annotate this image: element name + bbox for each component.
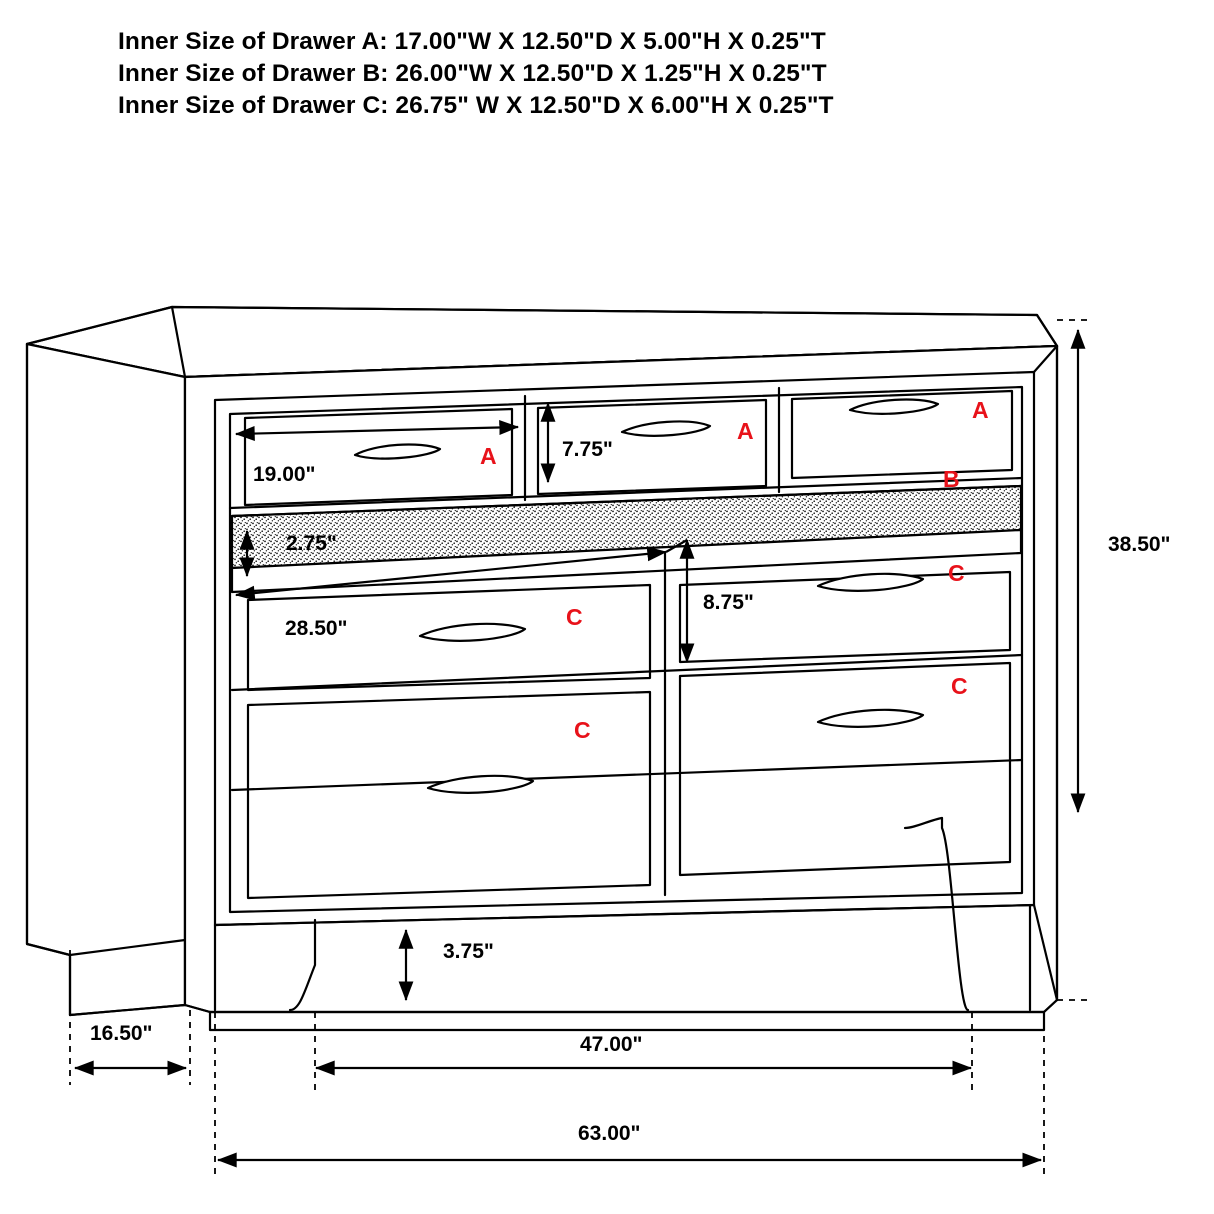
dim-label-depth: 16.50" bbox=[90, 1022, 153, 1045]
spec-line-drawer-c: Inner Size of Drawer C: 26.75" W X 12.50"D X 6.00"H X 0.25"T bbox=[118, 92, 834, 119]
drawer-letter-a-center: A bbox=[737, 418, 754, 444]
dim-label-drawer-a-height: 7.75" bbox=[562, 438, 613, 461]
spec-line-drawer-b: Inner Size of Drawer B: 26.00"W X 12.50"D X 1.25"H X 0.25"T bbox=[118, 60, 827, 87]
drawer-letter-c-left: C bbox=[566, 604, 583, 630]
drawer-letter-b-right: B bbox=[943, 466, 960, 492]
dim-label-leg-height: 3.75" bbox=[443, 940, 494, 963]
spec-line-drawer-a: Inner Size of Drawer A: 17.00"W X 12.50"D X 5.00"H X 0.25"T bbox=[118, 28, 826, 55]
drawer-letter-a-left: A bbox=[480, 443, 497, 469]
dim-label-drawer-c-width: 28.50" bbox=[285, 617, 348, 640]
drawer-letter-c-right-lower: C bbox=[951, 673, 968, 699]
dim-label-accent-height: 2.75" bbox=[286, 532, 337, 555]
dim-label-overall-height: 38.50" bbox=[1108, 533, 1171, 556]
drawer-letter-a-right: A bbox=[972, 397, 989, 423]
drawer-letter-c-right-upper: C bbox=[948, 560, 965, 586]
drawer-letter-c-center: C bbox=[574, 717, 591, 743]
dim-label-base-width: 47.00" bbox=[580, 1033, 643, 1056]
dim-label-overall-width: 63.00" bbox=[578, 1122, 641, 1145]
dim-label-drawer-a-width: 19.00" bbox=[253, 463, 316, 486]
dim-label-drawer-c-height: 8.75" bbox=[703, 591, 754, 614]
